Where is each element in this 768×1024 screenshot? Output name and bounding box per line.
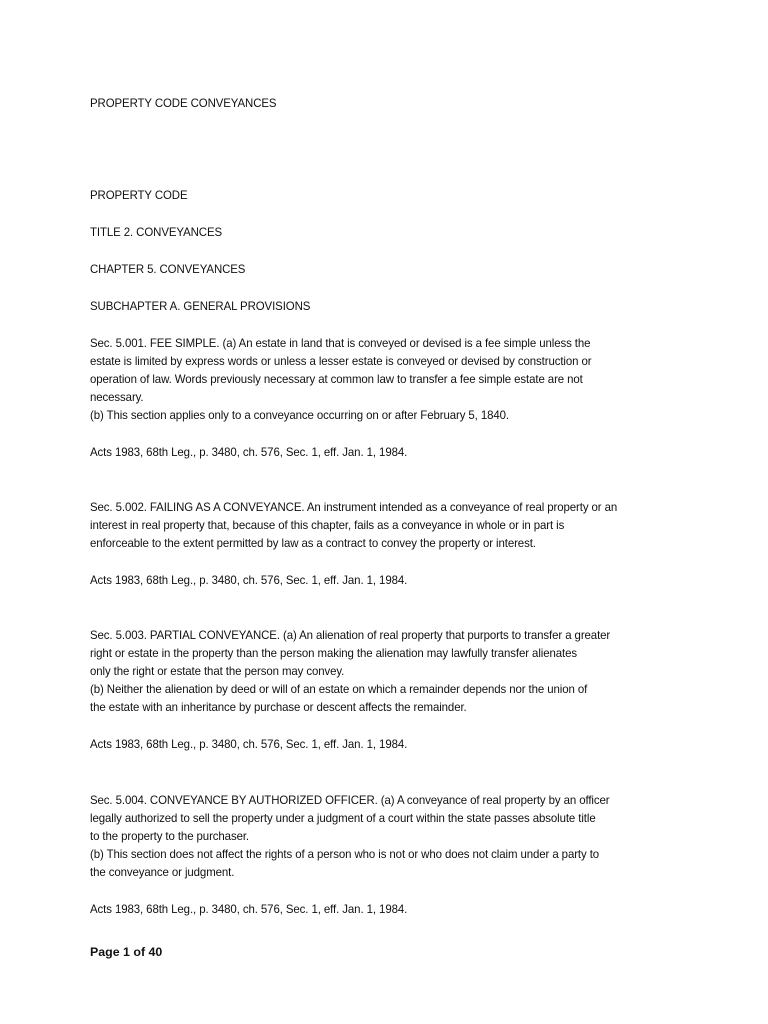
section-5002-line-2: interest in real property that, because of this chapter, fails as a conveyance in whole or in part is <box>90 518 565 532</box>
section-5001-line-1: Sec. 5.001. FEE SIMPLE. (a) An estate in land that is conveyed or devised is a fee simple unless the <box>90 336 591 350</box>
section-5003-line-5: the estate with an inheritance by purchase or descent affects the remainder. <box>90 700 467 714</box>
section-5001-line-5: (b) This section applies only to a conveyance occurring on or after February 5, 1840. <box>90 408 509 422</box>
section-5004-citation: Acts 1983, 68th Leg., p. 3480, ch. 576, Sec. 1, eff. Jan. 1, 1984. <box>90 902 408 916</box>
section-5003-line-3: only the right or estate that the person may convey. <box>90 664 345 678</box>
subchapter-heading: SUBCHAPTER A. GENERAL PROVISIONS <box>90 299 311 313</box>
code-heading: PROPERTY CODE <box>90 188 188 202</box>
section-5002-line-1: Sec. 5.002. FAILING AS A CONVEYANCE. An instrument intended as a conveyance of real property or an <box>90 500 618 514</box>
section-5003-line-4: (b) Neither the alienation by deed or will of an estate on which a remainder depends nor the union of <box>90 682 588 696</box>
title-heading: TITLE 2. CONVEYANCES <box>90 225 223 239</box>
page-footer: Page 1 of 40 <box>90 945 163 959</box>
section-5002-citation: Acts 1983, 68th Leg., p. 3480, ch. 576, Sec. 1, eff. Jan. 1, 1984. <box>90 573 408 587</box>
section-5004-line-2: legally authorized to sell the property under a judgment of a court within the state passes absolute title <box>90 811 596 825</box>
section-5004-line-4: (b) This section does not affect the rights of a person who is not or who does not claim under a party to <box>90 847 600 861</box>
section-5001-line-3: operation of law. Words previously necessary at common law to transfer a fee simple estate are not <box>90 372 583 386</box>
section-5001-citation: Acts 1983, 68th Leg., p. 3480, ch. 576, Sec. 1, eff. Jan. 1, 1984. <box>90 445 408 459</box>
section-5004-line-1: Sec. 5.004. CONVEYANCE BY AUTHORIZED OFFICER. (a) A conveyance of real property by an officer <box>90 793 610 807</box>
chapter-heading: CHAPTER 5. CONVEYANCES <box>90 262 246 276</box>
section-5003-citation: Acts 1983, 68th Leg., p. 3480, ch. 576, Sec. 1, eff. Jan. 1, 1984. <box>90 737 408 751</box>
section-5004-line-5: the conveyance or judgment. <box>90 865 235 879</box>
section-5001-line-2: estate is limited by express words or unless a lesser estate is conveyed or devised by construction or <box>90 354 592 368</box>
section-5003-line-1: Sec. 5.003. PARTIAL CONVEYANCE. (a) An alienation of real property that purports to transfer a greater <box>90 628 611 642</box>
section-5001-line-4: necessary. <box>90 390 144 404</box>
section-5004-line-3: to the property to the purchaser. <box>90 829 250 843</box>
document-title: PROPERTY CODE CONVEYANCES <box>90 96 277 110</box>
section-5003-line-2: right or estate in the property than the person making the alienation may lawfully transfer alienates <box>90 646 577 660</box>
section-5002-line-3: enforceable to the extent permitted by law as a contract to convey the property or interest. <box>90 536 536 550</box>
